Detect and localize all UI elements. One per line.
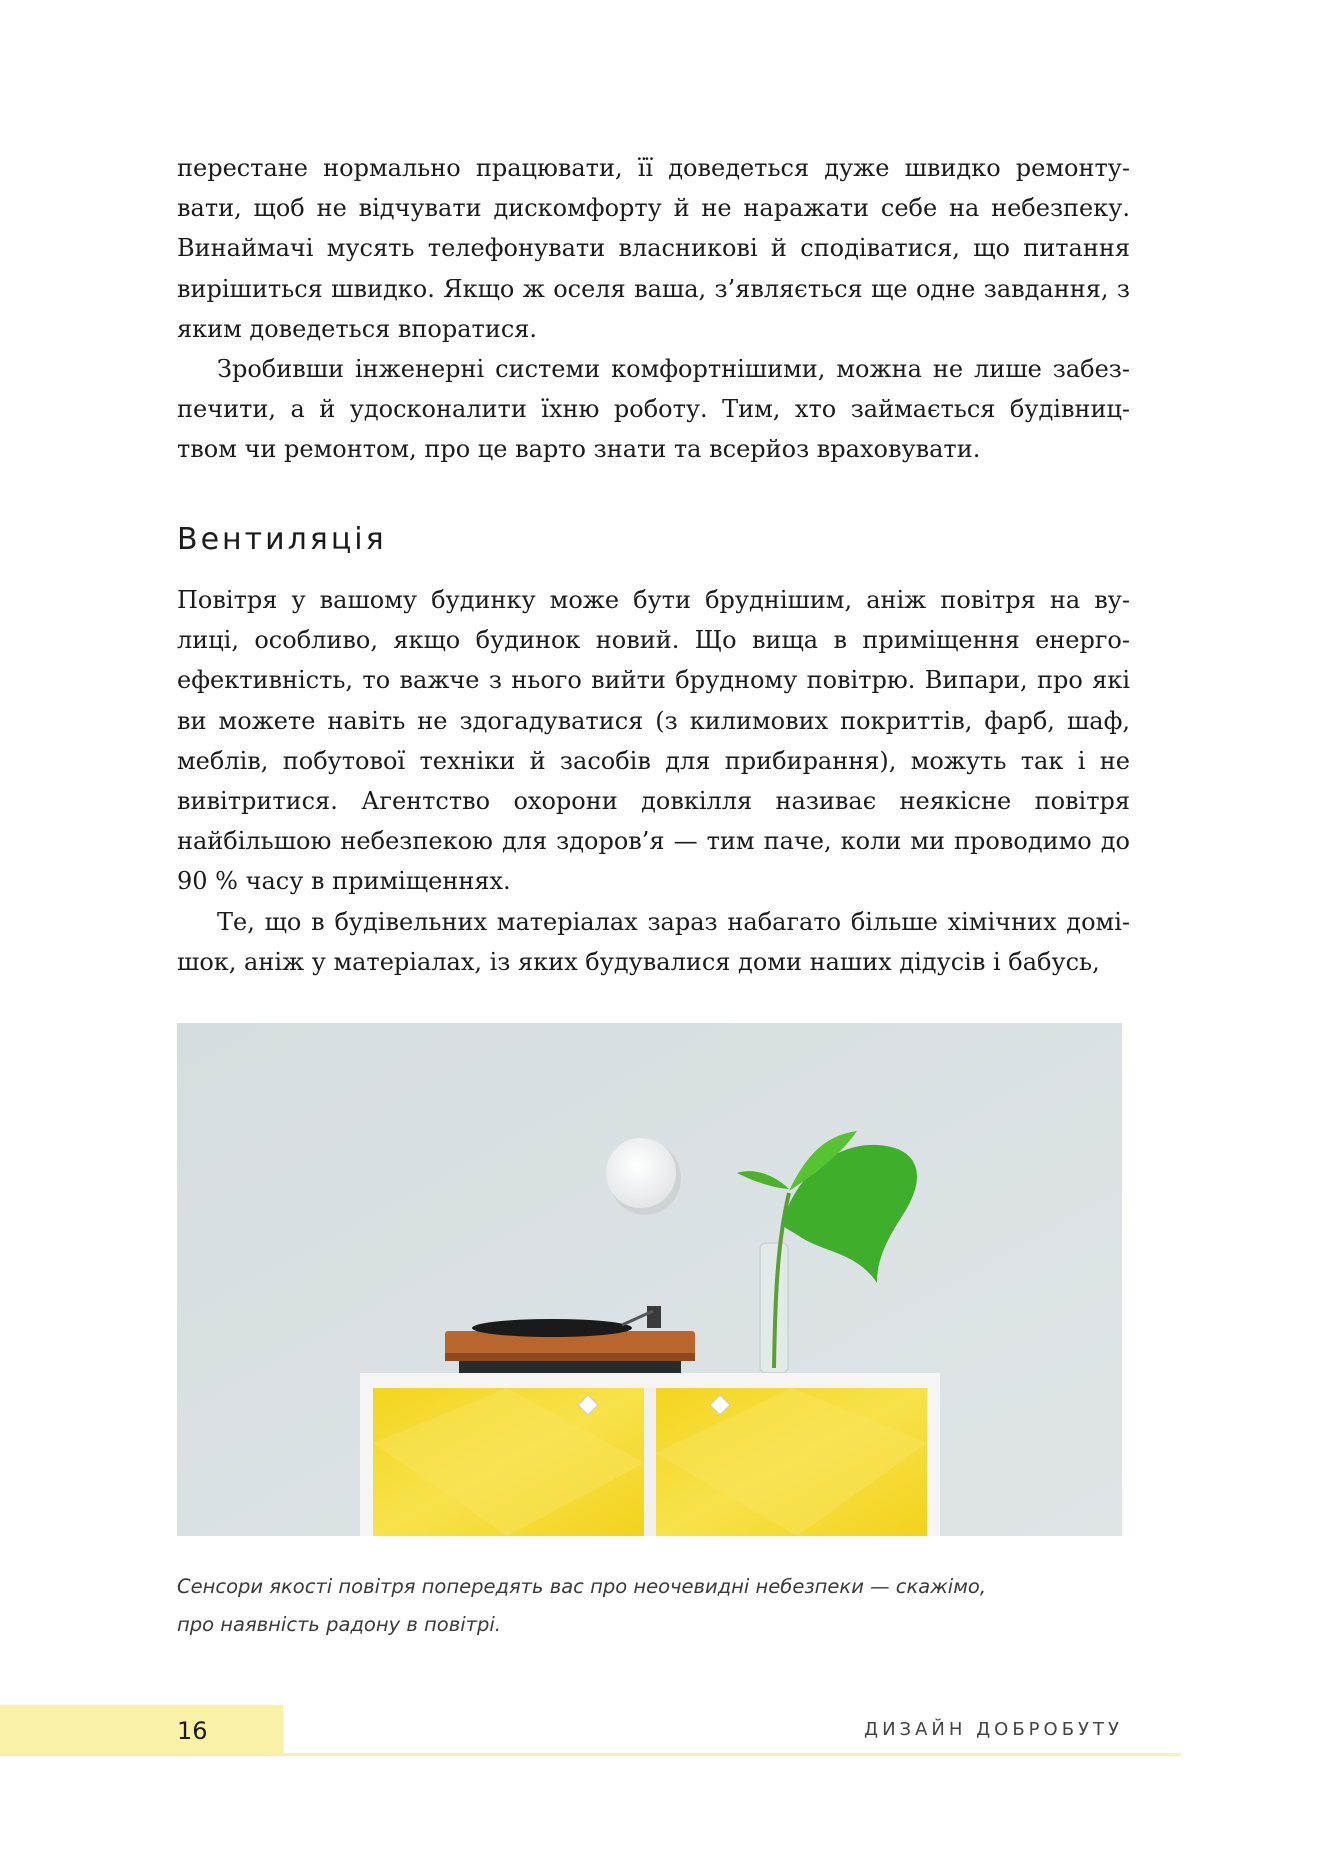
text-line: твом чи ремонтом, про це варто знати та всерйоз враховувати. (177, 435, 981, 464)
footer-accent-bar (0, 1705, 283, 1756)
running-footer-title: ДИЗАЙН ДОБРОБУТУ (864, 1719, 1123, 1740)
caption-line: Сенсори якості повітря попередять вас про неочевидні небезпеки — скажімо, (177, 1575, 987, 1598)
text-line: шаф, меблів, побутової техніки й засобів для прибирання), можуть так (177, 706, 1130, 775)
paragraph (177, 580, 1130, 902)
text-line: Те, що в будівельних матеріалах зараз набагато більше хімічних домі- (217, 907, 1130, 936)
text-line: лиці, особливо, якщо будинок новий. Що вища в приміщення енерго- (177, 626, 1130, 655)
text-line: Винаймачі мусять телефонувати власникові й сподіватися, що питання (177, 234, 1130, 263)
text-line: Повітря у вашому будинку може бути бруднішим, аніж повітря на ву- (177, 586, 1130, 614)
paragraph-continued (177, 148, 1130, 349)
text-line: які ви можете навіть не здогадуватися (з килимових покриттів, фарб, (177, 666, 1130, 735)
text-line: і не вивітритися. Агентство охорони довкілля називає неякісне повітря (177, 746, 1130, 816)
text-line: вирішиться швидко. Якщо ж оселя ваша, з’являється ще одне завдання, (177, 274, 1109, 303)
text-line: перестане нормально працювати, її доведеться дуже швидко ремонту- (177, 154, 1130, 182)
body-text-bottom (177, 580, 1130, 982)
footer-rule (283, 1753, 1181, 1756)
section-heading: Вентиляція (177, 522, 387, 557)
text-line: печити, а й удосконалити їхню роботу. Тим, хто займається будівниц- (177, 395, 1130, 424)
text-line: Зробивши інженерні системи комфортнішими, можна не лише забез- (217, 355, 1130, 384)
text-line: шок, аніж у матеріалах, із яких будувалися доми наших дідусів і бабусь, (177, 947, 1100, 976)
text-line: з яким доведеться впоратися. (177, 274, 1130, 343)
page-number: 16 (177, 1717, 208, 1745)
text-line: вати, щоб не відчувати дискомфорту й не наражати себе на небезпеку. (177, 194, 1130, 223)
paragraph (177, 349, 1130, 470)
text-line: найбільшою небезпекою для здоров’я — тим паче, коли ми проводимо (177, 827, 1092, 856)
body-text-top (177, 148, 1130, 470)
paragraph (177, 902, 1130, 982)
cabinet-icon (360, 1373, 940, 1536)
figure-caption (177, 1568, 1157, 1644)
caption-line: про наявність радону в повітрі. (177, 1613, 501, 1636)
figure-photo (177, 1023, 1122, 1536)
interior-illustration (177, 1023, 1122, 1536)
text-line: до 90 % часу в приміщеннях. (177, 827, 1130, 896)
text-line: ефективність, то важче з нього вийти брудному повітрю. Випари, про (177, 666, 1083, 695)
